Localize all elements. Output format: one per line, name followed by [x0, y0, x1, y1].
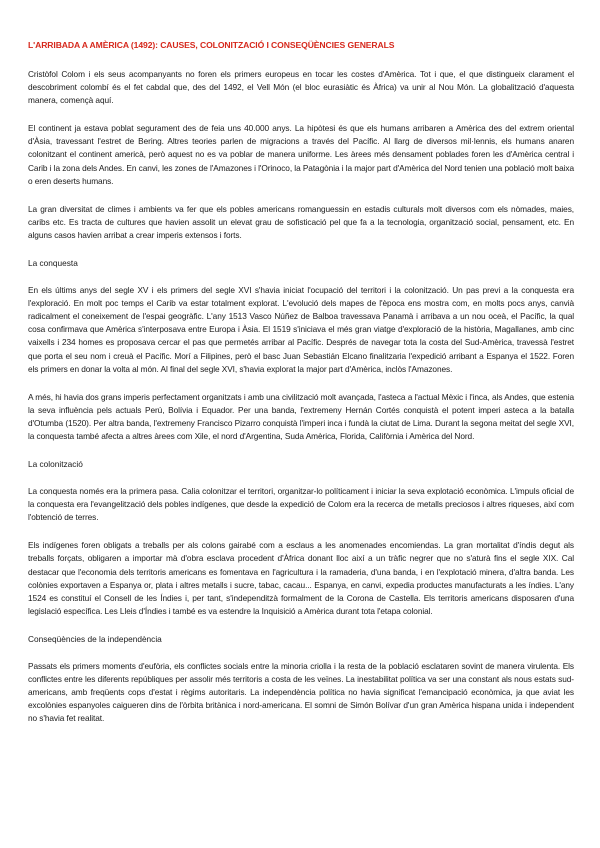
intro-paragraph-2: El continent ja estava poblat segurament des de feia uns 40.000 anys. La hipòtesi és que els humans arribaren a Amèrica des del extrem oriental d'Àsia, travessant l'estret de Bering. Altres teories parlen de migracions a través del Pacífic. Al llarg de diversos mil·lennis, els humans anaren colonitzant el continent americà, però aquest no es va poblar de manera uniforme. Les àrees més densament poblades foren les d'Amèrica central i Carib i la zona dels Andes. En canvi, les zones de l'Amazones i l'Orinoco, la Patagònia i la major part d'Amèrica del Nord tenien una població molt baixa o eren deserts humans.: [28, 123, 574, 186]
spacer: [28, 524, 574, 539]
colonitzacio-paragraph-1: La conquesta només era la primera pasa. Calia colonitzar el territori, organitzar-lo políticament i iniciar la seva explotació econòmica. L'impuls oficial de la conquesta era l'evangelització dels pobles indígenes, que desde la expedició de Colom era la recerca de metalls preciosos i altres riqueses, així com l'obtenció de terres.: [28, 486, 574, 523]
intro-paragraph-1: Cristòfol Colom i els seus acompanyants no foren els primers europeus en tocar les costes d'Amèrica. Tot i que, el que distingueix clarament el descobriment colombí és el fet cabdal que, des del 1492, el Vell Món (el bloc eurasiàtic és Àfrica) va unir al Nou Món. La globalització d'aquesta manera, començà aquí.: [28, 69, 574, 106]
spacer: [28, 443, 574, 458]
conquesta-paragraph-1: En els últims anys del segle XV i els primers del segle XVI s'havia iniciat l'ocupació del territori i la colonització. Un pas previ a la conquesta era l'exploració. En molt poc temps el Carib va estar totalment explorat. L'evolució dels mapes de l'època ens mostra com, en molts pocs anys, canvià radicalment el coneixement de l'espai geogràfic. L'any 1513 Vasco Núñez de Balboa travessava Panamà i arribava a un nou oceà, el Pacífic, la qual cosa confirmava que Amèrica s'interposava entre Europa i Àsia. El 1519 s'iniciava el més gran viatge d'exploració de la història, Magallanes, amb cinc vaixells i 234 homes es proposava cercar el pas que permetés arribar al Pacífic. Després de navegar tota la costa del Sud-Amèrica, travessà l'estret que porta el seu nom i creuà el Pacífic. Morí a Filipines, però el basc Juan Sebastián Elcano finalitzaria l'expedició arribant a Espanya el 1522. Foren els primers en donar la volta al món. Al final del segle XVI, s'havia explorat la major part d'Amèrica, inclòs l'Amazones.: [28, 285, 574, 374]
spacer: [28, 107, 574, 122]
document-page: [28, 40, 574, 725]
section-heading-conquesta: La conquesta: [28, 258, 78, 269]
section-heading-colonitzacio: La colonització: [28, 459, 83, 470]
section-heading-consequencies: Conseqüències de la independència: [28, 633, 162, 644]
spacer: [28, 470, 574, 485]
spacer: [28, 188, 574, 203]
spacer: [28, 645, 574, 660]
document-title: L'ARRIBADA A AMÈRICA (1492): CAUSES, COLONITZACIÓ I CONSEQÜÈNCIES GENERALS: [28, 40, 395, 50]
colonitzacio-paragraph-2: Els indígenes foren obligats a treballs per als colons gairabé com a esclaus a les anomenades encomiendas. La gran mortalitat d'índis degut als treballs forçats, obligaren a importar mà d'obra esclava procedent d'Àfrica donant lloc així a un tràfic negrer que no s'aturà fins el segle XIX. Cal destacar que l'economia dels territoris americans es fomentava en l'agricultura i la ramaderia, d'una banda, i en l'explotació minera, d'altra banda. Les colònies exportaven a Espanya or, plata i altres metalls i sucre, tabac, cacau... Espanya, en canvi, expedia productes manufacturats a les índies. L'any 1524 es constituí el Consell de les Índies i, per tant, s'independitzà formalment de la Corona de Castella. Els territoris americans disposaren d'una legislació específica. Les Lleis d'Índies i també es va estendre la Inquisició a Amèrica durant tota l'etapa colonial.: [28, 540, 574, 616]
spacer: [28, 376, 574, 391]
spacer: [28, 618, 574, 633]
consequencies-paragraph-1: Passats els primers moments d'eufòria, els conflictes socials entre la minoria criolla i la resta de la població esclataren sovint de manera virulenta. Els conflictes entre les diferents repúbliques per assolir més territoris a costa de les veïnes. La inestabilitat política va ser una constant als nous estats sud-americans, amb freqüents cops d'estat i règims autoritaris. La independència política no havia significat l'emancipació econòmica, ja que aviat les excolònies espanyoles caigueren dins de l'òrbita britànica i nord-americana. El somni de Simón Bolívar d'un gran Amèrica hispana unida i independent no s'havia fet realitat.: [28, 660, 574, 724]
conquesta-paragraph-2: A més, hi havia dos grans imperis perfectament organitzats i amb una civilització molt avançada, l'asteca a l'actual Mèxic i l'inca, als Andes, que estenia la seva influència pels actuals Perú, Bolívia i Equador. Per una banda, l'extremeny Hernán Cortés conquistà el potent imperi asteca a la batalla d'Otumba (1520). Per altra banda, l'extremeny Francisco Pizarro conquistà l'imperi inca i fundà la ciutat de Lima. Durant la segona meitat del segle XVI, la conquesta també afecta a altres àrees com Xile, el nord d'Argentina, Suda Amèrica, Florida, Califòrnia i Amèrica del Nord.: [28, 391, 574, 441]
intro-paragraph-3: La gran diversitat de climes i ambients va fer que els pobles americans romanguessin en estadis culturals molt diversos com els nòmades, maies, caribs etc. Es tracta de cultures que havien assolit un elevat grau de sofisticació pel que fa a la tecnologia, organització social, pensament, etc. En alguns casos havien arribat a crear imperis extensos i forts.: [28, 203, 574, 240]
spacer: [28, 269, 574, 284]
spacer: [28, 242, 574, 257]
